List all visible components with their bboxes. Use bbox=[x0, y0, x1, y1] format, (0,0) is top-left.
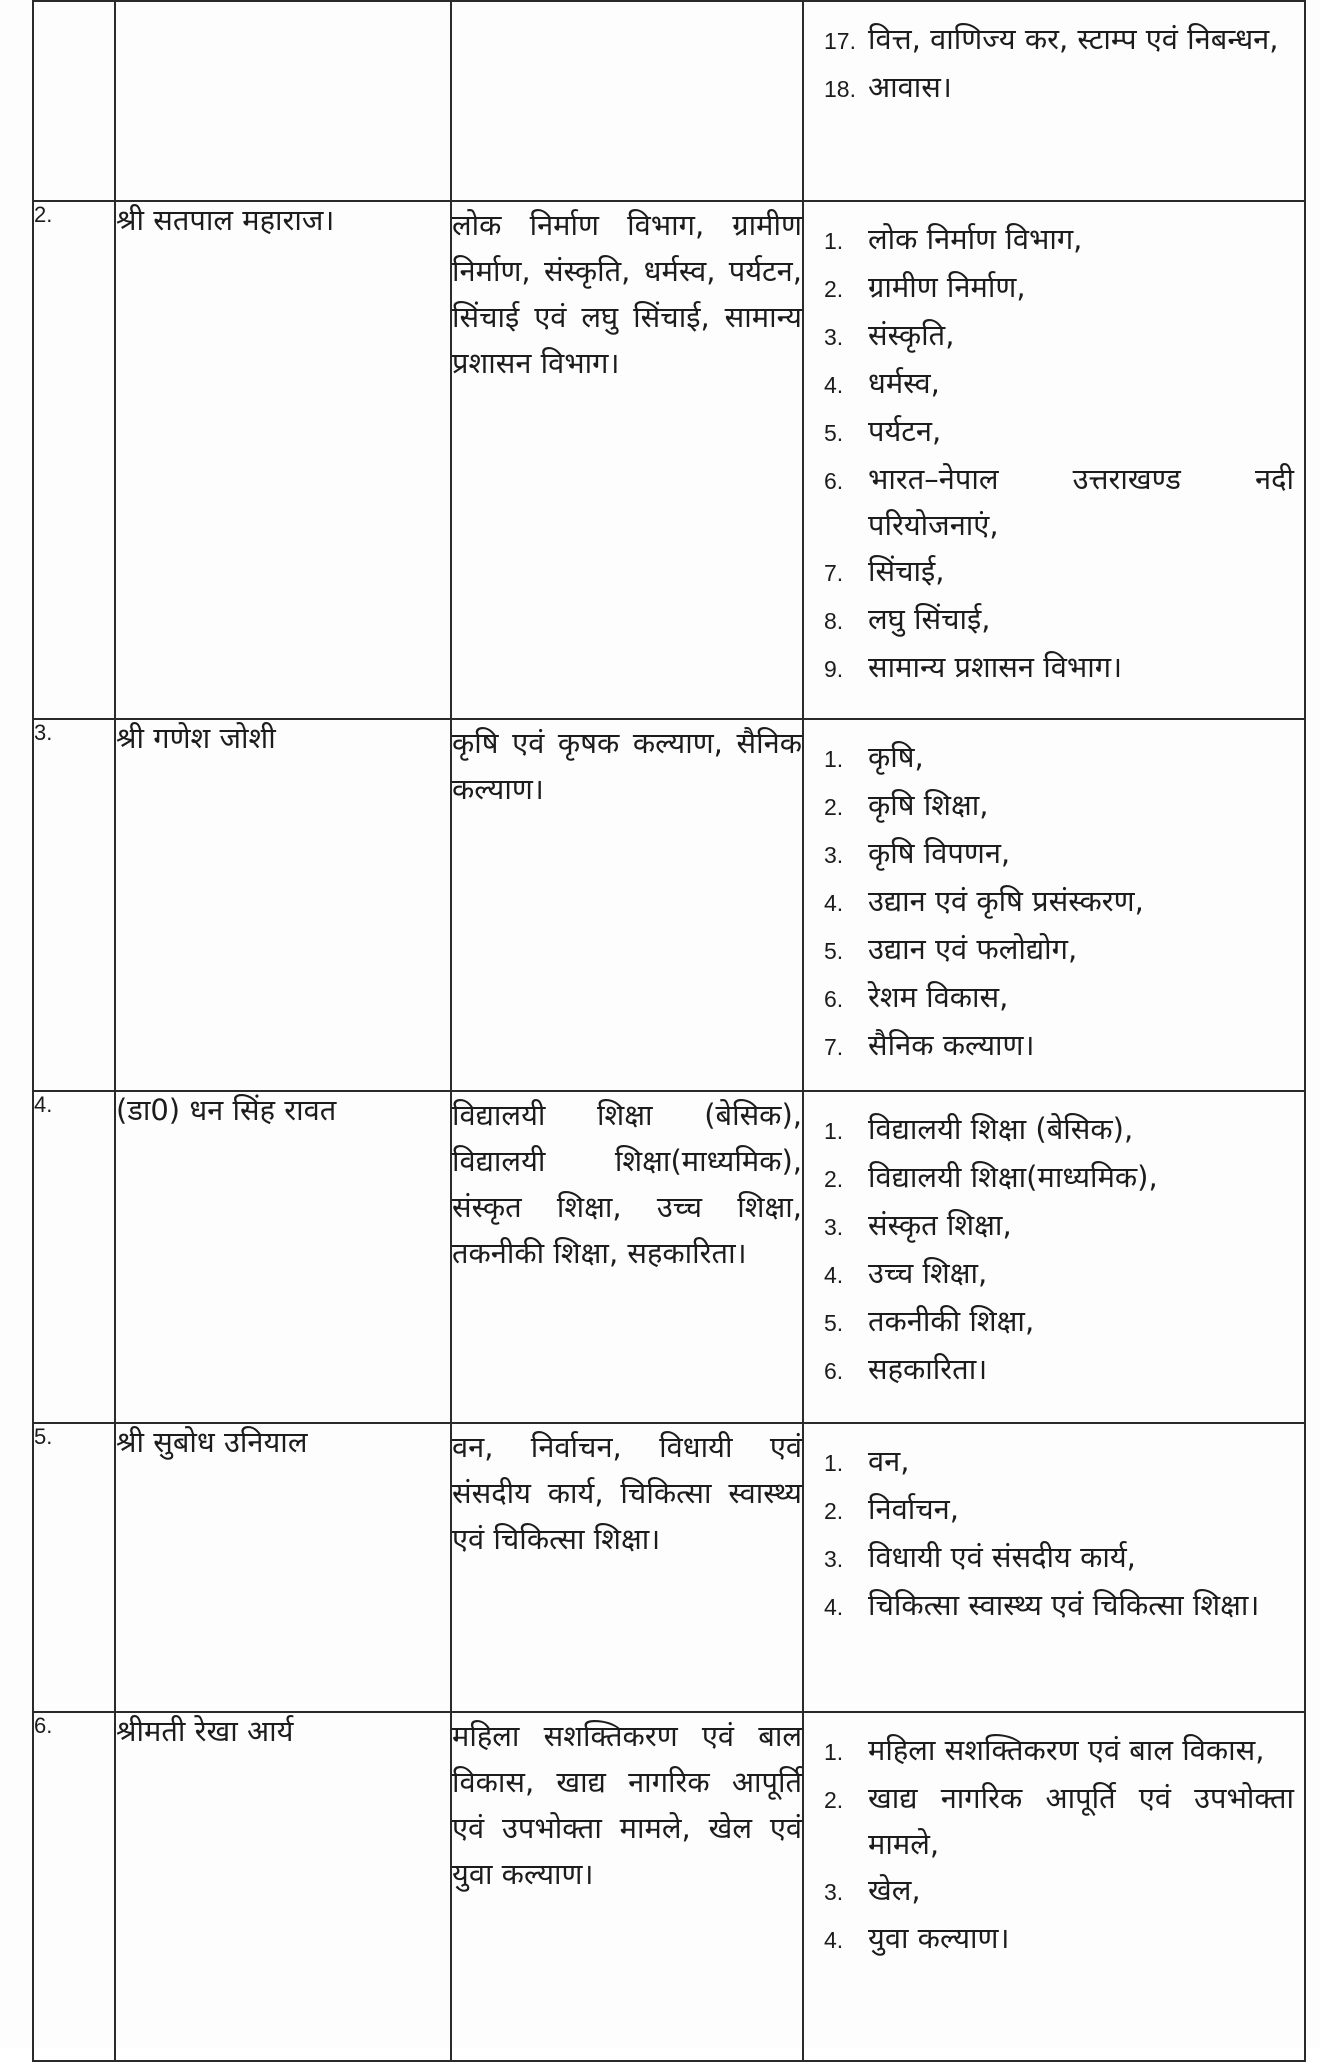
item-text: कृषि विपणन, bbox=[868, 836, 1011, 870]
item-text: विधायी एवं संसदीय कार्य, bbox=[868, 1540, 1136, 1574]
department-list-item bbox=[824, 408, 1294, 456]
item-number: 17. bbox=[824, 28, 856, 54]
minister-portfolio-table bbox=[32, 0, 1306, 2062]
item-number: 3. bbox=[824, 1546, 844, 1572]
department-list-item bbox=[824, 1250, 1294, 1298]
item-number: 2. bbox=[824, 1498, 844, 1524]
department-list-cell bbox=[803, 1712, 1305, 2061]
item-text: चिकित्सा स्वास्थ्य एवं चिकित्सा शिक्षा। bbox=[868, 1588, 1260, 1622]
item-number: 3. bbox=[824, 1214, 844, 1240]
item-number: 1. bbox=[824, 228, 844, 254]
department-list-item bbox=[824, 734, 1294, 782]
portfolio-summary-cell: लोक निर्माण विभाग, ग्रामीण निर्माण, संस्कृति, धर्मस्व, पर्यटन, सिंचाई एवं लघु सिंचाई, सामान्य प्रशासन विभाग। bbox=[451, 201, 803, 719]
item-text: संस्कृत शिक्षा, bbox=[868, 1208, 1012, 1242]
department-list-item bbox=[824, 596, 1294, 644]
item-number: 1. bbox=[824, 1118, 844, 1144]
department-list-item bbox=[824, 1915, 1294, 1963]
item-number: 4. bbox=[824, 890, 844, 916]
minister-name-cell: (डा0) धन सिंह रावत bbox=[115, 1091, 451, 1423]
item-number: 5. bbox=[824, 420, 844, 446]
item-text: रेशम विकास, bbox=[868, 980, 1009, 1014]
table-row bbox=[33, 1091, 1305, 1423]
serial-number-cell bbox=[33, 1, 115, 201]
department-list-item bbox=[824, 1298, 1294, 1346]
department-list-item bbox=[824, 64, 1294, 112]
department-list-item bbox=[824, 782, 1294, 830]
department-list-item bbox=[824, 548, 1294, 596]
department-list-item bbox=[824, 360, 1294, 408]
department-list-item bbox=[824, 644, 1294, 692]
item-number: 2. bbox=[824, 276, 844, 302]
item-text: महिला सशक्तिकरण एवं बाल विकास, bbox=[868, 1733, 1265, 1767]
department-list-item bbox=[824, 1346, 1294, 1394]
item-number: 6. bbox=[824, 986, 844, 1012]
serial-number-cell: 5. bbox=[33, 1423, 115, 1712]
item-number: 3. bbox=[824, 324, 844, 350]
department-list-item bbox=[824, 1775, 1294, 1867]
item-number: 1. bbox=[824, 1739, 844, 1765]
department-list-cell bbox=[803, 1, 1305, 201]
department-list-item bbox=[824, 1106, 1294, 1154]
department-list-cell bbox=[803, 1423, 1305, 1712]
portfolio-summary-cell: कृषि एवं कृषक कल्याण, सैनिक कल्याण। bbox=[451, 719, 803, 1091]
item-text: खाद्य नागरिक आपूर्ति एवं उपभोक्ता मामले, bbox=[868, 1781, 1294, 1861]
item-text: उच्च शिक्षा, bbox=[868, 1256, 988, 1290]
minister-name-cell: श्रीमती रेखा आर्य bbox=[115, 1712, 451, 2061]
department-list-item bbox=[824, 264, 1294, 312]
item-number: 7. bbox=[824, 560, 844, 586]
item-number: 6. bbox=[824, 468, 844, 494]
serial-number-cell: 6. bbox=[33, 1712, 115, 2061]
department-list-item bbox=[824, 1727, 1294, 1775]
item-text: वित्त, वाणिज्य कर, स्टाम्प एवं निबन्धन, bbox=[868, 22, 1279, 56]
item-number: 1. bbox=[824, 1450, 844, 1476]
item-number: 2. bbox=[824, 794, 844, 820]
item-text: संस्कृति, bbox=[868, 318, 955, 352]
item-text: युवा कल्याण। bbox=[868, 1921, 1010, 1955]
item-text: धर्मस्व, bbox=[868, 366, 940, 400]
department-list-item bbox=[824, 1534, 1294, 1582]
department-list bbox=[804, 202, 1304, 708]
portfolio-summary-cell bbox=[451, 1, 803, 201]
item-number: 2. bbox=[824, 1166, 844, 1192]
table-row bbox=[33, 1712, 1305, 2061]
item-text: कृषि शिक्षा, bbox=[868, 788, 989, 822]
serial-number-cell: 3. bbox=[33, 719, 115, 1091]
item-text: तकनीकी शिक्षा, bbox=[868, 1304, 1035, 1338]
department-list bbox=[804, 720, 1304, 1086]
item-text: उद्यान एवं कृषि प्रसंस्करण, bbox=[868, 884, 1144, 918]
item-text: सहकारिता। bbox=[868, 1352, 988, 1386]
minister-name-cell: श्री गणेश जोशी bbox=[115, 719, 451, 1091]
department-list-item bbox=[824, 1486, 1294, 1534]
item-number: 8. bbox=[824, 608, 844, 634]
item-number: 18. bbox=[824, 76, 856, 102]
department-list bbox=[804, 2, 1304, 128]
item-number: 5. bbox=[824, 938, 844, 964]
item-number: 5. bbox=[824, 1310, 844, 1336]
serial-number-cell: 4. bbox=[33, 1091, 115, 1423]
department-list-item bbox=[824, 1202, 1294, 1250]
item-text: कृषि, bbox=[868, 740, 924, 774]
minister-name-cell bbox=[115, 1, 451, 201]
minister-name-cell: श्री सुबोध उनियाल bbox=[115, 1423, 451, 1712]
department-list-item bbox=[824, 1154, 1294, 1202]
table-row bbox=[33, 201, 1305, 719]
item-text: सैनिक कल्याण। bbox=[868, 1028, 1035, 1062]
department-list-cell bbox=[803, 1091, 1305, 1423]
department-list-item bbox=[824, 878, 1294, 926]
department-list-item bbox=[824, 926, 1294, 974]
portfolio-summary-cell: विद्यालयी शिक्षा (बेसिक), विद्यालयी शिक्षा(माध्यमिक), संस्कृत शिक्षा, उच्च शिक्षा, तकनीकी शिक्षा, सहकारिता। bbox=[451, 1091, 803, 1423]
item-number: 7. bbox=[824, 1034, 844, 1060]
item-text: खेल, bbox=[868, 1873, 921, 1907]
serial-number-cell: 2. bbox=[33, 201, 115, 719]
item-text: भारत–नेपाल उत्तराखण्ड नदी परियोजनाएं, bbox=[868, 462, 1294, 542]
table-body bbox=[33, 1, 1305, 2061]
item-text: निर्वाचन, bbox=[868, 1492, 959, 1526]
department-list-item bbox=[824, 312, 1294, 360]
item-text: आवास। bbox=[868, 70, 952, 104]
department-list-item bbox=[824, 1022, 1294, 1070]
department-list-item bbox=[824, 16, 1294, 64]
department-list-item bbox=[824, 830, 1294, 878]
item-text: वन, bbox=[868, 1444, 910, 1478]
item-number: 4. bbox=[824, 372, 844, 398]
item-text: लघु सिंचाई, bbox=[868, 602, 991, 636]
table-row bbox=[33, 1423, 1305, 1712]
item-text: ग्रामीण निर्माण, bbox=[868, 270, 1026, 304]
item-number: 4. bbox=[824, 1927, 844, 1953]
department-list-item bbox=[824, 1438, 1294, 1486]
item-number: 1. bbox=[824, 746, 844, 772]
item-text: सिंचाई, bbox=[868, 554, 945, 588]
item-number: 4. bbox=[824, 1262, 844, 1288]
department-list-item bbox=[824, 216, 1294, 264]
minister-name-cell: श्री सतपाल महाराज। bbox=[115, 201, 451, 719]
item-text: विद्यालयी शिक्षा(माध्यमिक), bbox=[868, 1160, 1158, 1194]
item-number: 4. bbox=[824, 1594, 844, 1620]
table-row bbox=[33, 719, 1305, 1091]
department-list bbox=[804, 1424, 1304, 1646]
item-text: लोक निर्माण विभाग, bbox=[868, 222, 1083, 256]
department-list-cell bbox=[803, 201, 1305, 719]
department-list-cell bbox=[803, 719, 1305, 1091]
item-text: सामान्य प्रशासन विभाग। bbox=[868, 650, 1123, 684]
item-text: विद्यालयी शिक्षा (बेसिक), bbox=[868, 1112, 1134, 1146]
department-list bbox=[804, 1092, 1304, 1410]
portfolio-summary-cell: महिला सशक्तिकरण एवं बाल विकास, खाद्य नागरिक आपूर्ति एवं उपभोक्ता मामले, खेल एवं युवा कल्याण। bbox=[451, 1712, 803, 2061]
department-list-item bbox=[824, 974, 1294, 1022]
department-list bbox=[804, 1713, 1304, 1979]
item-text: पर्यटन, bbox=[868, 414, 942, 448]
item-number: 9. bbox=[824, 656, 844, 682]
table-row bbox=[33, 1, 1305, 201]
portfolio-summary-cell: वन, निर्वाचन, विधायी एवं संसदीय कार्य, चिकित्सा स्वास्थ्य एवं चिकित्सा शिक्षा। bbox=[451, 1423, 803, 1712]
department-list-item bbox=[824, 1867, 1294, 1915]
item-number: 2. bbox=[824, 1787, 844, 1813]
department-list-item bbox=[824, 456, 1294, 548]
item-number: 3. bbox=[824, 1879, 844, 1905]
item-number: 6. bbox=[824, 1358, 844, 1384]
item-text: उद्यान एवं फलोद्योग, bbox=[868, 932, 1078, 966]
item-number: 3. bbox=[824, 842, 844, 868]
department-list-item bbox=[824, 1582, 1294, 1630]
